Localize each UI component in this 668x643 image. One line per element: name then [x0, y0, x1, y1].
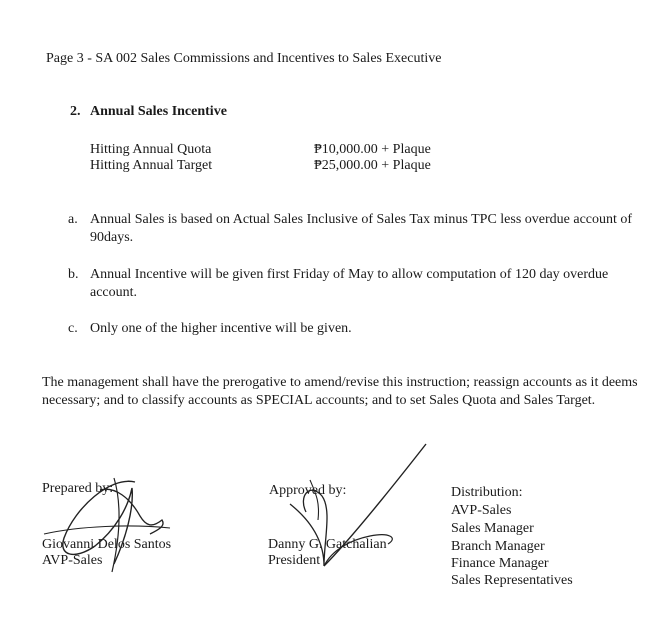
section-title: Annual Sales Incentive	[90, 104, 227, 119]
target-label: Hitting Annual Target	[90, 158, 213, 173]
distribution-item: Branch Manager	[451, 539, 545, 554]
note-text-b: Annual Incentive will be given first Friday of May to allow computation of 120 day overdue account.	[90, 267, 609, 300]
prepared-signature	[40, 468, 180, 578]
note-marker-c: c.	[68, 321, 78, 336]
approved-by-title: President	[268, 553, 321, 568]
note-marker-b: b.	[68, 267, 79, 282]
approved-signature	[280, 440, 440, 580]
prepared-by-label: Prepared by:	[42, 481, 114, 496]
note-marker-a: a.	[68, 212, 78, 227]
page-header: Page 3 - SA 002 Sales Commissions and Incentives to Sales Executive	[46, 51, 442, 66]
distribution-item: Sales Representatives	[451, 573, 573, 588]
distribution-item: Sales Manager	[451, 521, 534, 536]
section-number: 2.	[70, 104, 81, 119]
approved-by-name: Danny G. Gatchalian	[268, 537, 387, 552]
distribution-label: Distribution:	[451, 485, 523, 500]
distribution-item: Finance Manager	[451, 556, 549, 571]
quota-value: ₱10,000.00 + Plaque	[314, 142, 431, 157]
prepared-by-name: Giovanni Delos Santos	[42, 537, 172, 552]
distribution-item: AVP-Sales	[451, 503, 512, 518]
management-paragraph: The management shall have the prerogative to amend/revise this instruction; reassign accounts as it deems necessary; and to classify accounts as SPECIAL accounts; and to set Sales Quota and Sales Target.	[42, 375, 638, 408]
quota-label: Hitting Annual Quota	[90, 142, 212, 157]
approved-by-label: Approved by:	[269, 483, 347, 498]
prepared-by-title: AVP-Sales	[42, 553, 103, 568]
note-text-a: Annual Sales is based on Actual Sales Inclusive of Sales Tax minus TPC less overdue account of 90days.	[90, 212, 633, 245]
target-value: ₱25,000.00 + Plaque	[314, 158, 431, 173]
note-text-c: Only one of the higher incentive will be given.	[90, 321, 352, 336]
